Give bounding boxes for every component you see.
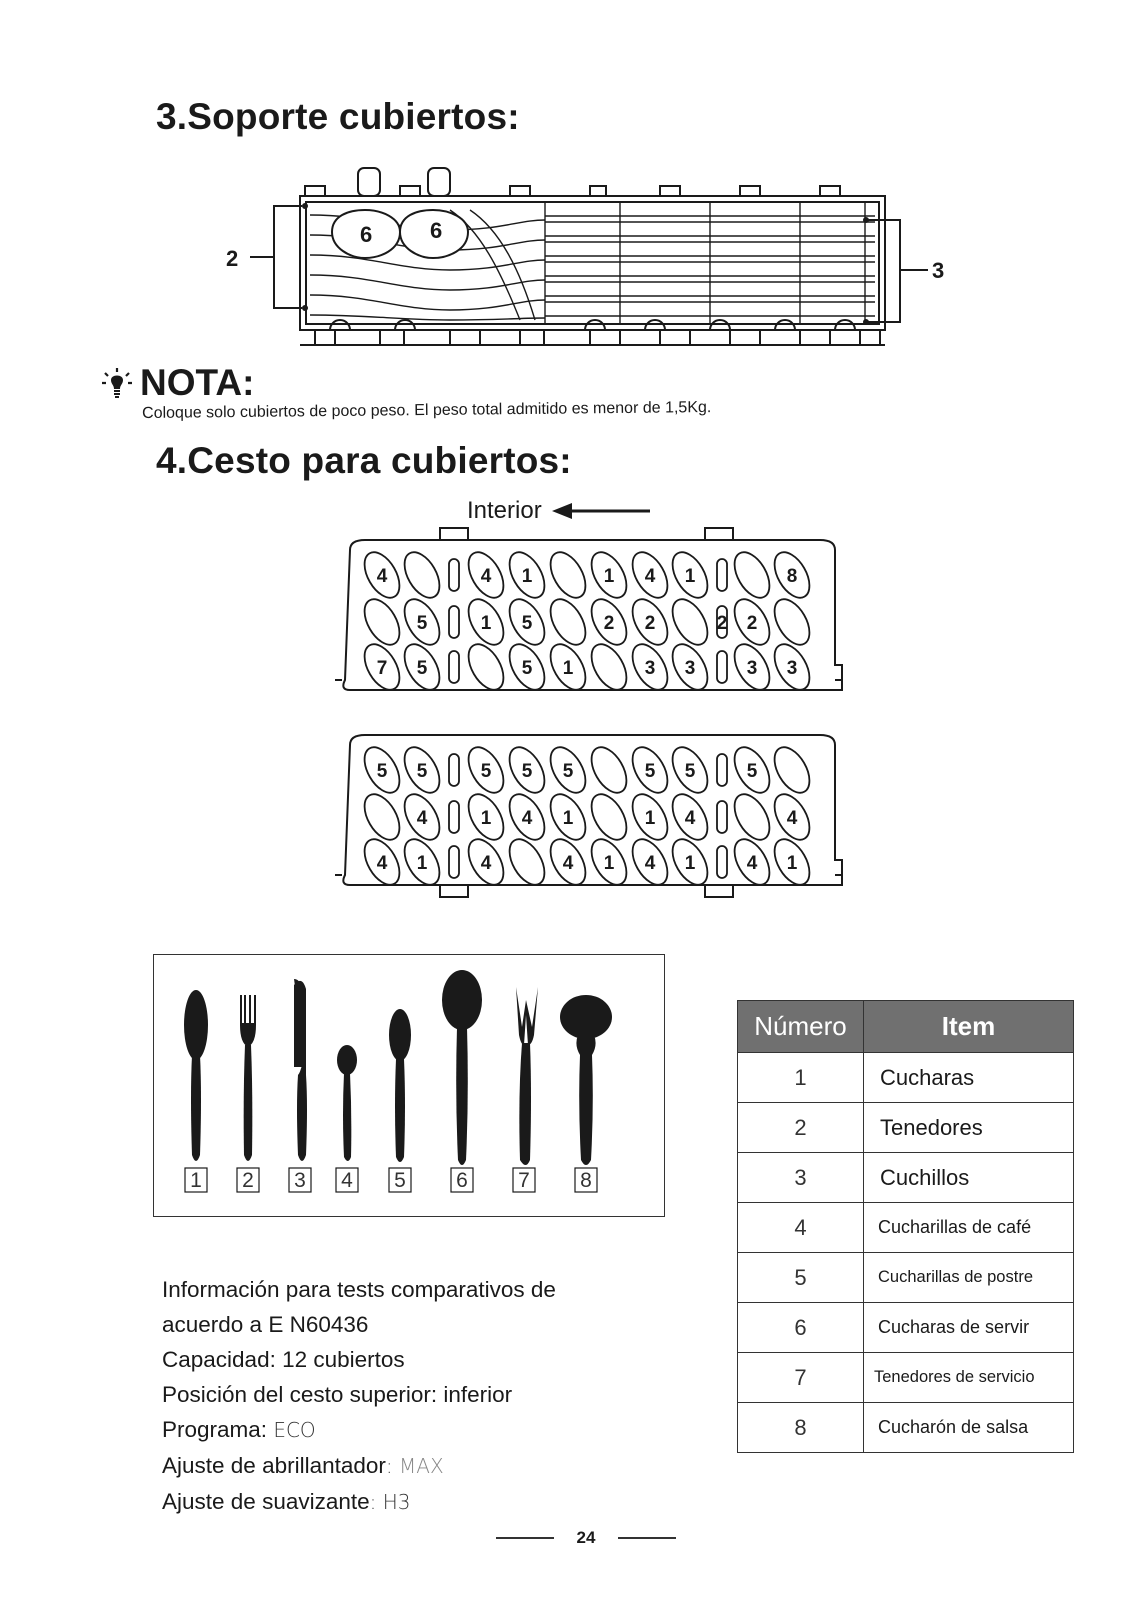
compartment-number: 7 — [376, 658, 388, 679]
compartment-number: 5 — [416, 613, 428, 634]
footer-rule — [496, 1537, 554, 1539]
row-item: Tenedores de servicio — [864, 1353, 1074, 1403]
fork-icon — [240, 995, 256, 1161]
compartment-number: 4 — [480, 566, 492, 587]
info-line: acuerdo a E N60436 — [162, 1312, 369, 1337]
basket-slot — [717, 846, 727, 878]
compartment-number: 2 — [644, 613, 656, 634]
row-item: Cucharas de servir — [864, 1303, 1074, 1353]
compartment-number: 5 — [416, 658, 428, 679]
basket-compartment — [357, 788, 406, 845]
compartment-number: 4 — [376, 853, 388, 874]
compartment-number: 5 — [416, 761, 428, 782]
lower-basket — [335, 735, 842, 897]
softener-value: H3 — [382, 1490, 411, 1514]
basket-tab — [705, 885, 733, 897]
table-row — [738, 1253, 1074, 1303]
compartment-number: 4 — [562, 853, 574, 874]
row-item: Cucharón de salsa — [864, 1403, 1074, 1453]
cutlery-number: 6 — [456, 1169, 468, 1192]
egg-label: 6 — [430, 218, 443, 243]
basket-compartment — [584, 741, 633, 798]
program-value: ECO — [273, 1418, 316, 1442]
compartment-number: 1 — [480, 613, 492, 634]
compartment-number: 2 — [603, 613, 615, 634]
note-header — [100, 362, 254, 404]
basket-tab — [440, 528, 468, 540]
row-item: Cucharas — [864, 1053, 1074, 1103]
compartment-number: 3 — [684, 658, 696, 679]
compartment-number: 1 — [644, 808, 656, 829]
table-row — [738, 1353, 1074, 1403]
basket-slot — [449, 846, 459, 878]
info-line: Información para tests comparativos de — [162, 1277, 556, 1302]
compartment-number: 2 — [746, 613, 758, 634]
table-row — [738, 1153, 1074, 1203]
compartment-number: 5 — [480, 761, 492, 782]
note-title: NOTA: — [140, 362, 255, 403]
row-number: 5 — [738, 1253, 864, 1303]
compartment-number: 1 — [684, 853, 696, 874]
compartment-number: 5 — [521, 613, 533, 634]
row-number: 8 — [738, 1403, 864, 1453]
row-item: Cuchillos — [864, 1153, 1074, 1203]
cutlery-rack-diagram — [220, 160, 945, 360]
compartment-number: 1 — [416, 853, 428, 874]
compartment-number: 5 — [376, 761, 388, 782]
note-text: Coloque solo cubiertos de poco peso. El peso total admitido es menor de 1,5Kg. — [142, 399, 712, 422]
table-row — [738, 1403, 1074, 1453]
compartment-number: 4 — [376, 566, 388, 587]
interior-arrow — [552, 503, 650, 519]
page-number: 24 — [576, 1528, 596, 1547]
compartment-number: 2 — [716, 613, 728, 634]
compartment-number: 3 — [786, 658, 798, 679]
basket-slot — [717, 754, 727, 786]
cutlery-number: 3 — [294, 1169, 306, 1192]
table-row — [738, 1203, 1074, 1253]
basket-compartment — [543, 546, 592, 603]
basket-slot — [449, 651, 459, 683]
lightbulb-icon — [100, 366, 134, 400]
cutlery-items-table — [737, 1000, 1074, 1453]
basket-compartment — [461, 638, 510, 695]
ladle-icon — [560, 995, 612, 1165]
compartment-number: 1 — [562, 808, 574, 829]
compartment-number: 3 — [644, 658, 656, 679]
compartment-number: 1 — [480, 808, 492, 829]
compartment-number: 4 — [416, 808, 428, 829]
cutlery-number: 2 — [242, 1169, 254, 1192]
rinse-value: MAX — [399, 1454, 444, 1478]
table-row — [738, 1103, 1074, 1153]
table-header-row — [738, 1001, 1074, 1053]
row-item: Cucharillas de café — [864, 1203, 1074, 1253]
compartment-number: 5 — [746, 761, 758, 782]
table-row — [738, 1053, 1074, 1103]
compartment-number: 4 — [644, 566, 656, 587]
knife-icon — [294, 979, 307, 1161]
softener-label: Ajuste de suavizante — [162, 1489, 370, 1514]
teaspoon-icon — [337, 1045, 357, 1161]
basket-slot — [449, 801, 459, 833]
page-footer — [496, 1528, 676, 1548]
basket-slot — [449, 606, 459, 638]
compartment-number: 1 — [603, 853, 615, 874]
row-number: 3 — [738, 1153, 864, 1203]
compartment-number: 5 — [562, 761, 574, 782]
basket-compartment — [502, 833, 551, 890]
cutlery-number: 7 — [518, 1169, 530, 1192]
basket-compartment — [727, 546, 776, 603]
dessert-spoon-icon — [389, 1009, 411, 1162]
compartment-number: 8 — [786, 566, 798, 587]
test-info-block — [162, 1272, 556, 1520]
header-item: Item — [864, 1001, 1074, 1053]
row-number: 7 — [738, 1353, 864, 1403]
egg-label: 6 — [360, 222, 373, 247]
compartment-number: 5 — [644, 761, 656, 782]
basket-slot — [717, 559, 727, 591]
cutlery-illustrations — [154, 955, 664, 1215]
compartment-number: 5 — [521, 761, 533, 782]
basket-compartment — [397, 546, 446, 603]
cutlery-number: 1 — [190, 1169, 202, 1192]
compartment-number: 4 — [521, 808, 533, 829]
compartment-number: 4 — [786, 808, 798, 829]
spoon-icon — [184, 990, 208, 1161]
compartment-number: 4 — [644, 853, 656, 874]
compartment-number: 1 — [603, 566, 615, 587]
row-item: Tenedores — [864, 1103, 1074, 1153]
row-item: Cucharillas de postre — [864, 1253, 1074, 1303]
serving-spoon-icon — [442, 970, 482, 1165]
info-rinse-aid: Ajuste de abrillantador: MAX — [162, 1453, 444, 1478]
header-number: Número — [738, 1001, 864, 1053]
basket-compartment — [584, 638, 633, 695]
row-number: 4 — [738, 1203, 864, 1253]
cutlery-types-panel — [153, 954, 665, 1217]
basket-compartment — [584, 788, 633, 845]
rack-label-left: 2 — [226, 246, 239, 271]
footer-rule — [618, 1537, 676, 1539]
cutlery-number: 4 — [341, 1169, 353, 1192]
cutlery-basket-diagram — [330, 497, 870, 935]
info-capacity: Capacidad: 12 cubiertos — [162, 1347, 405, 1372]
compartment-number: 4 — [746, 853, 758, 874]
basket-compartment — [767, 741, 816, 798]
compartment-number: 1 — [786, 853, 798, 874]
program-label: Programa: — [162, 1417, 268, 1442]
section-4-title: 4.Cesto para cubiertos: — [156, 440, 572, 481]
compartment-number: 1 — [521, 566, 533, 587]
table-row — [738, 1303, 1074, 1353]
basket-tab — [705, 528, 733, 540]
section-3-title: 3.Soporte cubiertos: — [156, 96, 520, 137]
compartment-number: 5 — [684, 761, 696, 782]
serving-fork-icon — [516, 987, 538, 1165]
compartment-number: 1 — [562, 658, 574, 679]
row-number: 2 — [738, 1103, 864, 1153]
basket-compartment — [665, 593, 714, 650]
row-number: 6 — [738, 1303, 864, 1353]
rinse-label: Ajuste de abrillantador — [162, 1453, 386, 1478]
basket-tab — [440, 885, 468, 897]
basket-slot — [449, 559, 459, 591]
compartment-number: 3 — [746, 658, 758, 679]
row-number: 1 — [738, 1053, 864, 1103]
compartment-number: 4 — [684, 808, 696, 829]
basket-compartment — [543, 593, 592, 650]
basket-slot — [717, 651, 727, 683]
compartment-number: 5 — [521, 658, 533, 679]
compartment-number: 4 — [480, 853, 492, 874]
compartment-number: 1 — [684, 566, 696, 587]
basket-slot — [717, 801, 727, 833]
cutlery-number: 8 — [580, 1169, 592, 1192]
info-position: Posición del cesto superior: inferior — [162, 1382, 513, 1407]
rack-label-right: 3 — [932, 258, 945, 283]
info-softener: Ajuste de suavizante: H3 — [162, 1489, 411, 1514]
basket-compartment — [767, 593, 816, 650]
basket-compartment — [357, 593, 406, 650]
basket-compartment — [727, 788, 776, 845]
interior-label: Interior — [467, 497, 542, 524]
cutlery-number: 5 — [394, 1169, 406, 1192]
basket-slot — [449, 754, 459, 786]
upper-basket — [335, 528, 842, 696]
info-program — [162, 1412, 556, 1448]
